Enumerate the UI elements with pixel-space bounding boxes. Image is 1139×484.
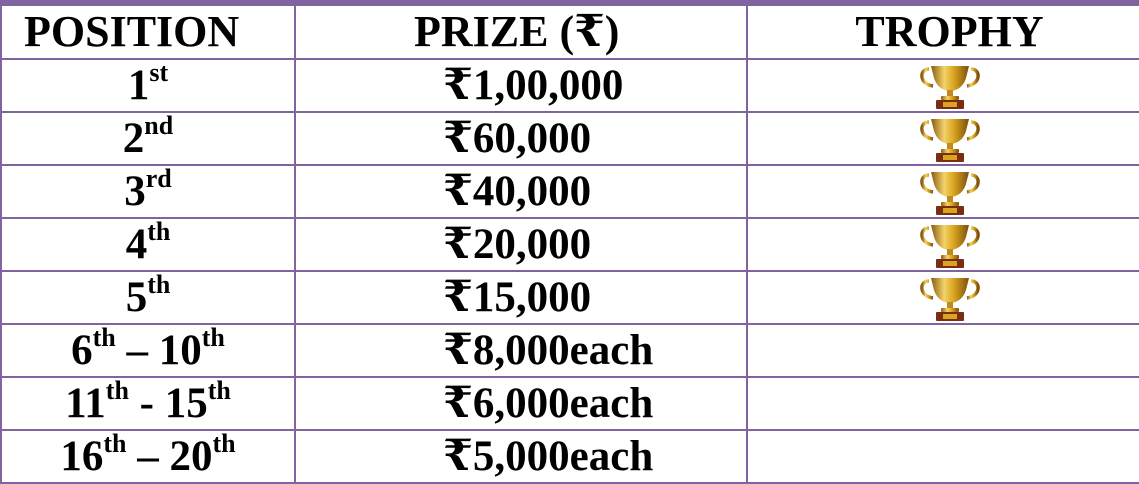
position-range-separator: - bbox=[128, 379, 165, 427]
position-cell bbox=[1, 377, 295, 430]
table-header-row bbox=[1, 3, 1139, 59]
prize-cell: ₹5,000each bbox=[295, 430, 747, 483]
position-end-suffix: th bbox=[201, 324, 225, 352]
trophy-cell bbox=[747, 218, 1139, 271]
position-cell bbox=[1, 271, 295, 324]
position-start: 3 bbox=[124, 167, 146, 215]
prize-cell: ₹20,000 bbox=[295, 218, 747, 271]
trophy-cell bbox=[747, 59, 1139, 112]
header-position: POSITION bbox=[1, 3, 295, 59]
trophy-icon bbox=[917, 64, 983, 110]
position-start: 16 bbox=[60, 432, 104, 480]
position-end: 10 bbox=[158, 326, 202, 374]
position-end: 15 bbox=[164, 379, 208, 427]
position-start: 1 bbox=[127, 61, 150, 109]
position-cell bbox=[1, 112, 295, 165]
position-cell bbox=[1, 59, 295, 112]
position-cell bbox=[1, 218, 295, 271]
position-start-suffix: th bbox=[147, 271, 171, 299]
trophy-cell bbox=[747, 377, 1139, 430]
position-start-suffix: th bbox=[147, 218, 171, 246]
position-cell bbox=[1, 430, 295, 483]
trophy-icon bbox=[917, 170, 983, 216]
position-start-suffix: th bbox=[103, 430, 127, 458]
trophy-icon bbox=[917, 276, 983, 322]
trophy-cell bbox=[747, 430, 1139, 483]
position-start: 5 bbox=[125, 273, 148, 321]
trophy-cell bbox=[747, 271, 1139, 324]
position-start: 6 bbox=[71, 326, 93, 374]
header-trophy: TROPHY bbox=[747, 3, 1139, 59]
table-row bbox=[1, 59, 1139, 112]
prize-cell: ₹60,000 bbox=[295, 112, 747, 165]
position-end-suffix: th bbox=[212, 430, 236, 458]
table-row bbox=[1, 324, 1139, 377]
prize-table-body bbox=[1, 3, 1139, 483]
position-end-suffix: th bbox=[207, 377, 231, 405]
table-row bbox=[1, 271, 1139, 324]
trophy-cell bbox=[747, 165, 1139, 218]
position-cell bbox=[1, 324, 295, 377]
prize-cell: ₹8,000each bbox=[295, 324, 747, 377]
position-end: 20 bbox=[169, 432, 213, 480]
position-start-suffix: nd bbox=[144, 112, 174, 140]
prize-cell: ₹6,000each bbox=[295, 377, 747, 430]
prize-cell: ₹40,000 bbox=[295, 165, 747, 218]
position-start-suffix: st bbox=[149, 59, 169, 87]
position-range-separator: – bbox=[115, 326, 159, 374]
position-start-suffix: th bbox=[92, 324, 116, 352]
prize-cell: ₹15,000 bbox=[295, 271, 747, 324]
table-row bbox=[1, 165, 1139, 218]
header-prize: PRIZE (₹) bbox=[295, 3, 747, 59]
position-start: 4 bbox=[125, 220, 148, 268]
prize-cell: ₹1,00,000 bbox=[295, 59, 747, 112]
position-range-separator: – bbox=[126, 432, 170, 480]
trophy-cell bbox=[747, 324, 1139, 377]
table-row bbox=[1, 377, 1139, 430]
position-start: 2 bbox=[122, 114, 145, 162]
table-row bbox=[1, 218, 1139, 271]
position-start-suffix: rd bbox=[145, 165, 172, 193]
table-row bbox=[1, 112, 1139, 165]
table-row bbox=[1, 430, 1139, 483]
trophy-icon bbox=[917, 223, 983, 269]
position-start: 11 bbox=[65, 379, 106, 427]
position-cell bbox=[1, 165, 295, 218]
trophy-cell bbox=[747, 112, 1139, 165]
trophy-icon bbox=[917, 117, 983, 163]
position-start-suffix: th bbox=[105, 377, 129, 405]
